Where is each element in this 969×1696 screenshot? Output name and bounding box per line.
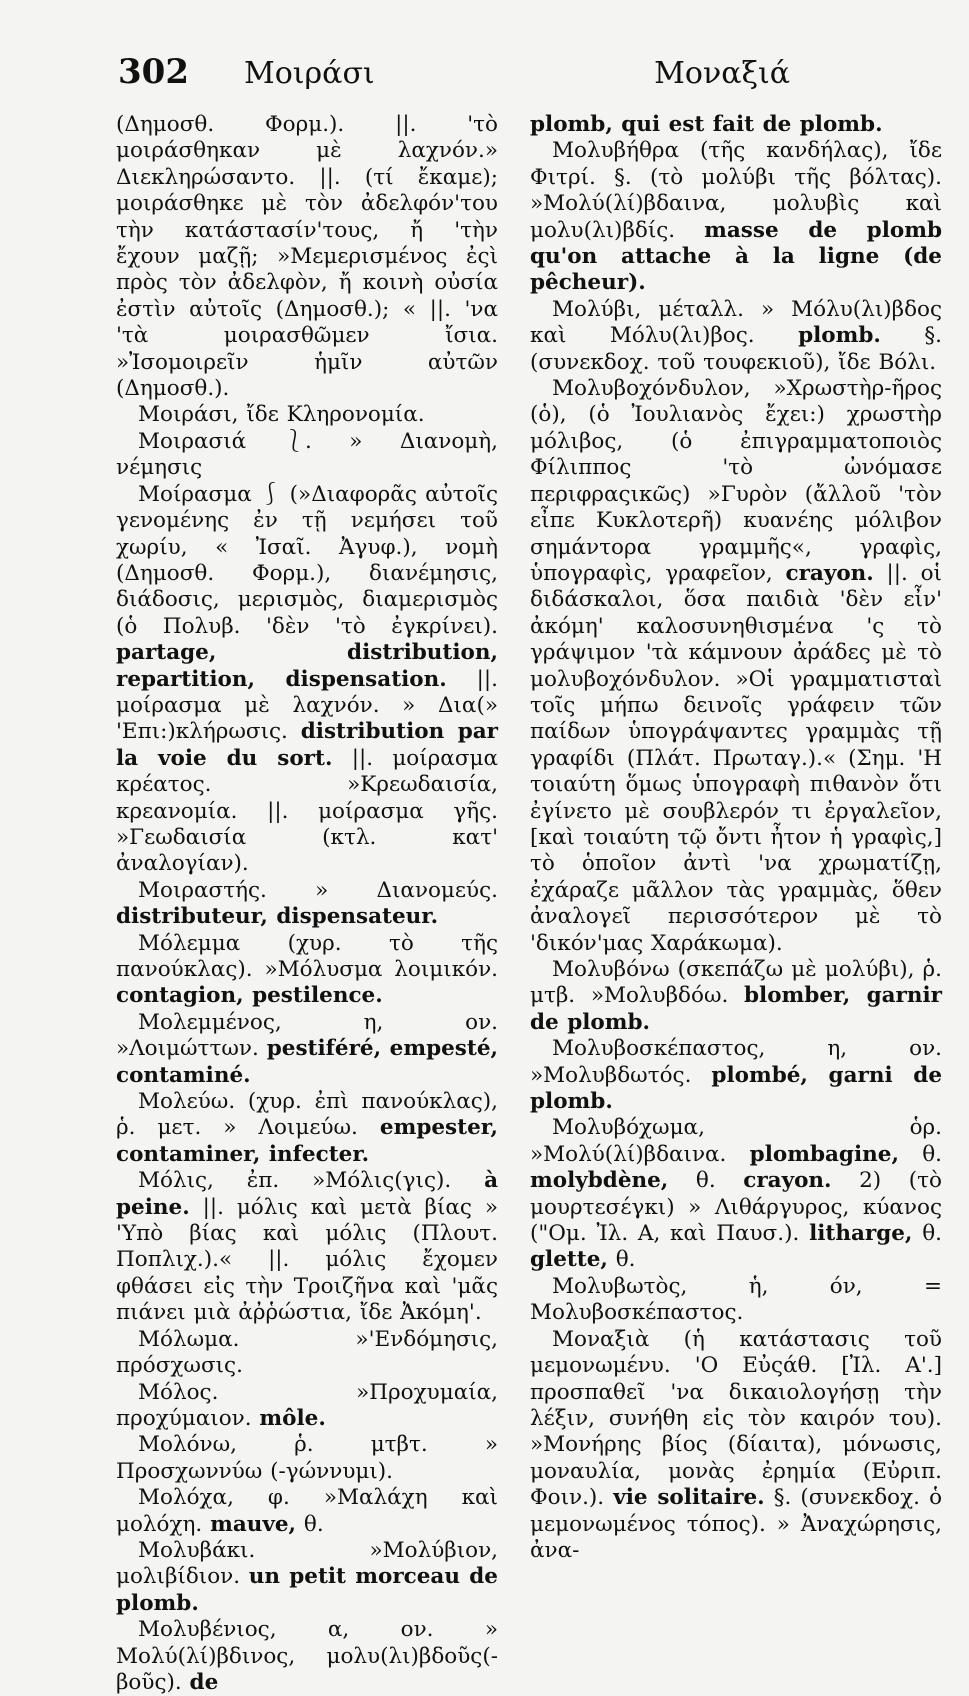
greek-text: §. (συνεκδοχ. ὁ μεμονωμένος τόπος). » Ἀναχώρησις, ἀνα- [530, 1485, 943, 1563]
french-translation: plomb. [798, 323, 881, 349]
greek-text: Μολυβόνω (σκεπάζω μὲ μολύβι), ῥ. μτβ. »Μολυβδόω. [530, 957, 942, 1009]
french-translation: molybdène, [530, 1168, 669, 1194]
dictionary-entry [116, 931, 498, 1010]
greek-text: Μολυβόχωμα, ὁρ. »Μολύ(λί)βδαινα. [530, 1115, 942, 1167]
french-translation: glette, [530, 1247, 608, 1273]
dictionary-entry [530, 112, 942, 138]
french-translation: plombé, garni de plomb. [530, 1062, 942, 1115]
greek-text: Μοιράσι, ἴδε Κληρονομία. [138, 402, 425, 428]
running-header [114, 52, 940, 102]
french-translation: pestiféré, empesté, contaminé. [116, 1036, 498, 1088]
greek-text: Μόλις, ἐπ. »Μόλις(γις). [138, 1168, 485, 1194]
greek-text: Μολυβένιος, α, ον. » Μολύ(λί)βδινος, μολυ(λι)βδοῦς(-βοῦς). [116, 1617, 498, 1695]
dictionary-entry [116, 1168, 498, 1326]
greek-text: Μολόνω, ῥ. μτβτ. » Προσχωννύω (-γώννυμι). [116, 1432, 498, 1484]
dictionary-entry [116, 1485, 498, 1538]
header-last-word: Μοναξιά [654, 56, 790, 91]
french-translation: plomb, qui est fait de plomb. [530, 112, 883, 137]
greek-text: Μολυβάκι. »Μολύβιον, μολιβίδιον. [116, 1537, 498, 1590]
french-translation: mauve, [210, 1511, 297, 1537]
greek-text: θ. [668, 1168, 744, 1194]
dictionary-entry [116, 402, 498, 428]
dictionary-entry [530, 1274, 942, 1327]
french-translation: à peine. [116, 1168, 498, 1220]
greek-text: ||. μοίρασμα μὲ λαχνόν. » Δια(» 'Επι:)κλήρωσις. [116, 666, 498, 745]
greek-text: Μόλωμα. »'Ενδόμησις, πρόσχωσις. [116, 1326, 498, 1379]
greek-text: §. (συνεκδοχ. τοῦ τουφεκιοῦ), ἴδε Βόλι. [530, 323, 942, 375]
dictionary-entry [530, 138, 942, 296]
page-number: 302 [118, 52, 189, 92]
french-translation: empester, contaminer, infecter. [116, 1115, 498, 1167]
greek-text: Μολεμμένος, η, ον. »Λοιμώττων. [116, 1009, 498, 1062]
dictionary-entry [116, 1432, 498, 1485]
greek-text: Μολυβήθρα (τῆς κανδήλας), ἴδε Φιτρί. §. (τὸ μολύβι τῆς βόλτας). »Μολύ(λί)βδαινα, μολυβὶς καὶ μολυ(λι)βδίς. [530, 138, 942, 243]
dictionary-entry [530, 1115, 942, 1273]
greek-text: Μολεύω. (χυρ. ἐπὶ πανούκλας), ῥ. μετ. » Λοιμεύω. [116, 1089, 498, 1141]
greek-text: 2) (τὸ μουρτεσέγκι) » Λιθάργυρος, κύανος ("Ομ. Ἰλ. Α, καὶ Παυσ.). [530, 1168, 942, 1247]
french-translation: crayon. [785, 560, 874, 586]
french-translation: blomber, garnir de plomb. [530, 983, 943, 1035]
french-translation: litharge, [809, 1221, 913, 1247]
french-translation: un petit morceau de plomb. [116, 1564, 498, 1616]
dictionary-entry [530, 957, 942, 1036]
french-translation: partage, distribution, repartition, dispensation. [116, 640, 498, 692]
dictionary-entry [116, 1010, 498, 1089]
dictionary-entry [116, 112, 498, 402]
french-translation: môle. [259, 1405, 326, 1431]
greek-text: Μοίρασμα ⎰ (»Διαφορᾶς αὐτοῖς γενομένης ἐν τῇ νεμήσει τοῦ χωρίυ, « Ἰσαῖ. Ἀγυφ.), νομὴ (Δημοσθ. Φορμ.), διανέμησις, διάδοσις, μερισμὸς, διαμερισμὸς (ὁ Πολυβ. 'δὲν 'τὸ ἐγκρίνει). [116, 481, 498, 639]
french-translation: distributeur, dispensateur. [116, 904, 439, 930]
french-translation: contagion, pestilence. [116, 983, 383, 1009]
dictionary-entry [116, 878, 498, 931]
dictionary-entry [116, 1089, 498, 1168]
french-translation: distribution par la voie du sort. [116, 719, 499, 771]
left-column [116, 112, 498, 1696]
french-translation: vie solitaire. [613, 1485, 765, 1511]
greek-text: Μολυβωτὸς, ἡ, όν, = Μολυβοσκέπαστος. [530, 1273, 942, 1326]
greek-text: Μολυβοσκέπαστος, η, ον. »Μολυβδωτός. [530, 1036, 942, 1088]
dictionary-entry [116, 1617, 498, 1696]
right-column [530, 112, 942, 1564]
greek-text: Μολόχα, φ. »Μαλάχη καὶ μολόχη. [116, 1485, 498, 1537]
dictionary-entry [116, 482, 498, 878]
dictionary-entry [116, 1380, 498, 1433]
dictionary-entry [530, 1036, 942, 1115]
greek-text: Μοιραστής. » Διανομεύς. [138, 877, 498, 903]
french-translation: masse de plomb qu'on attache à la ligne (de pêcheur). [530, 217, 943, 296]
greek-text: Μόλος. »Προχυμαία, προχύμαιον. [116, 1379, 498, 1431]
greek-text: Μολυβοχόνδυλον, »Χρωστὴρ-ῆρος (ὁ), (ὁ Ἰουλιανὸς ἔχει:) χρωστὴρ μόλιβος, (ὁ ἐπιγραμματοποιὸς Φίλιππος 'τὸ ὠνόμασε περιφραςικῶς) »Γυρὸν (ἄλλοῦ 'τὸν εἶπε Κυκλοτερῆ) κυανέης μόλιβον σημάντορα γραμμῆς«, γραφὶς, ὑπογραφὶς, γραφεῖον, [530, 376, 942, 586]
dictionary-entry [116, 1327, 498, 1380]
header-first-word: Μοιράσι [244, 56, 375, 91]
greek-text: ||. μοίρασμα κρέατος. »Κρεωδαισία, κρεανομία. ||. μοίρασμα γῆς. »Γεωδαισία (κτλ. κατ' ἀναλογίαν). [116, 745, 498, 877]
greek-text: θ. [607, 1247, 636, 1273]
greek-text: Μόλεμμα (χυρ. τὸ τῆς πανούκλας). »Μόλυσμα λοιμικόν. [116, 930, 498, 982]
dictionary-entry [116, 1538, 498, 1617]
french-translation: de [189, 1669, 219, 1695]
french-translation: plombagine, [749, 1141, 899, 1167]
greek-text: θ. [296, 1511, 324, 1537]
greek-text: Μοναξιὰ (ἡ κατάστασις τοῦ μεμονωμένυ. 'Ο Εὐςάθ. [Ἰλ. Α'.] προσπαθεῖ 'να δικαιολογήσῃ τὴν λέξιν, συνήθη εἰς τὸν καιρόν του). »Μονήρης βίος (δίαιτα), μόνωσις, μοναυλία, μονὰς ἐρημία (Εὐριπ. Φοιν.). [530, 1326, 942, 1511]
dictionary-entry [530, 297, 942, 376]
greek-text: ||. οἱ διδάσκαλοι, ὅσα παιδιὰ 'δὲν εἶν' ἀκόμη' καλοσυνηθισμένα 'ς τὸ γράψιμον 'τὰ κάμνουν ἀράδες μὲ τὸ μολυβοχόνδυλον. »Οἱ γραμματισταὶ τοῖς μήπω δεινοῖς γράφειν τῶν παίδων ὑπογράψαντες γραμμὰς τῇ γραφίδι (Πλάτ. Πρωταγ.).« (Σημ. 'Η τοιαύτη ὅμως ὑπογραφὴ πιθανὸν ὅτι ἐγίνετο μὲ σουβλερόν τι ἐργαλεῖον, [καὶ τοιαύτη τῷ ὄντι ἦτον ἡ γραφὶς,] τὸ ὁποῖον ἀντὶ 'να χρωματίζῃ, ἐχάραζε μᾶλλον τὰς γραμμὰς, ὅθεν ἀναλογεῖ περισσότερον μὲ τὸ 'δικόν'μας Χαράκωμα). [530, 560, 942, 956]
greek-text: (Δημοσθ. Φορμ.). ||. 'τὸ μοιράσθηκαν μὲ λαχνόν.» Διεκληρώσαντο. ||. (τί ἔκαμε); μοιράσθηκε μὲ τὸν ἀδελφόν'του τὴν κατάστασίν'τους, ἤ 'τὴν ἔχουν μαζῇ; »Μεμερισμένος ἐςὶ πρὸς τὸν ἀδελφὸν, ἤ κοινὴ οὐσία ἐστὶν αὐτοῖς (Δημοσθ.); « ||. 'να 'τὰ μοιρασθῶμεν ἴσια. »Ἰσομοιρεῖν ἡμῖν αὐτῶν (Δημοσθ.). [116, 112, 498, 402]
greek-text: Μοιρασιά ⎱. » Διανομὴ, νέμησις [116, 428, 498, 481]
french-translation: crayon. [743, 1168, 832, 1194]
dictionary-entry [116, 429, 498, 482]
greek-text: θ. [912, 1221, 942, 1247]
greek-text: Μολύβι, μέταλλ. » Μόλυ(λι)βδος καὶ Μόλυ(λι)βος. [530, 296, 942, 349]
greek-text: ||. μόλις καὶ μετὰ βίας » 'Υπὸ βίας καὶ μόλις (Πλουτ. Ποπλιχ.).« ||. μόλις ἔχομεν φθάσει εἰς τὴν Τροιζῆνα καὶ 'μᾶς πιάνει μιὰ ἀῤῥώστια, ἴδε Ἀκόμη'. [116, 1194, 498, 1326]
greek-text: θ. [898, 1141, 942, 1167]
dictionary-entry [530, 1327, 942, 1565]
dictionary-entry [530, 376, 942, 957]
